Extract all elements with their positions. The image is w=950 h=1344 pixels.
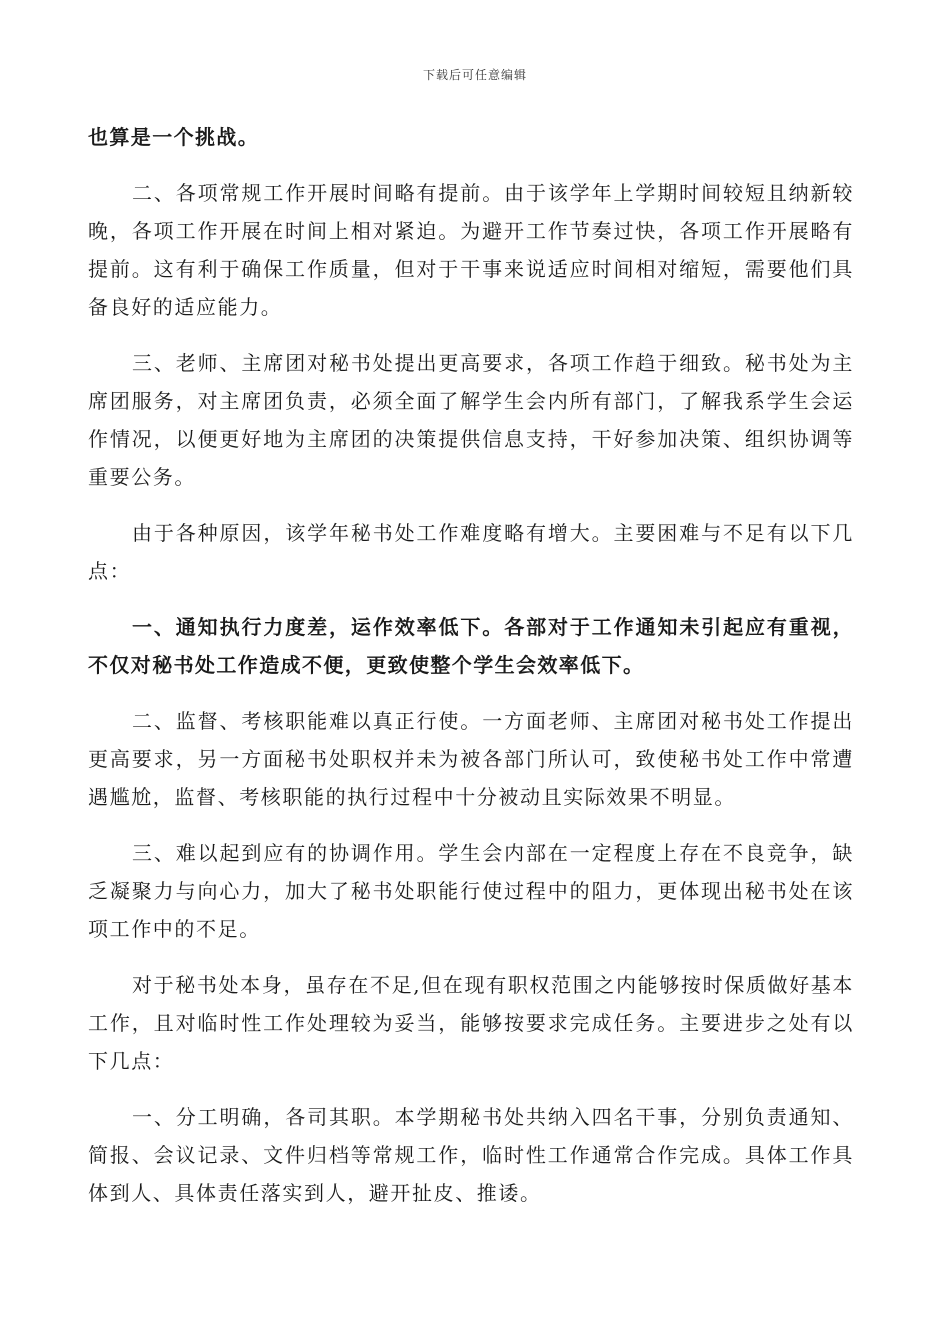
paragraph-progress-1: 一、分工明确，各司其职。本学期秘书处共纳入四名干事，分别负责通知、简报、会议记录、文件归档等常规工作，临时性工作通常合作完成。具体工作具体到人、具体责任落实到人，避开扯皮、推诿。: [88, 1105, 854, 1205]
paragraph-difficulty-3: 三、难以起到应有的协调作用。学生会内部在一定程度上存在不良竞争，缺乏凝聚力与向心力，加大了秘书处职能行使过程中的阻力，更体现出秘书处在该项工作中的不足。: [88, 841, 854, 941]
page-header-note: 下载后可任意编辑: [422, 68, 527, 82]
paragraph-difficulties-intro: 由于各种原因，该学年秘书处工作难度略有增大。主要困难与不足有以下几点：: [88, 521, 854, 583]
paragraph-challenge: 也算是一个挑战。: [88, 125, 260, 149]
paragraph-progress-intro: 对于秘书处本身，虽存在不足,但在现有职权范围之内能够按时保质做好基本工作，且对临时性工作处理较为妥当，能够按要求完成任务。主要进步之处有以下几点：: [88, 973, 854, 1073]
paragraph-difficulty-1: 一、通知执行力度差，运作效率低下。各部对于工作通知未引起应有重视，不仅对秘书处工作造成不便，更致使整个学生会效率低下。: [88, 615, 854, 677]
paragraph-routine-work: 二、各项常规工作开展时间略有提前。由于该学年上学期时间较短且纳新较晚，各项工作开展在时间上相对紧迫。为避开工作节奏过快，各项工作开展略有提前。这有利于确保工作质量，但对于干事来说适应时间相对缩短，需要他们具备良好的适应能力。: [88, 181, 854, 319]
paragraph-higher-requirements: 三、老师、主席团对秘书处提出更高要求，各项工作趋于细致。秘书处为主席团服务，对主席团负责，必须全面了解学生会内所有部门，了解我系学生会运作情况，以便更好地为主席团的决策提供信息支持，干好参加决策、组织协调等重要公务。: [88, 351, 854, 489]
paragraph-difficulty-2: 二、监督、考核职能难以真正行使。一方面老师、主席团对秘书处工作提出更高要求，另一方面秘书处职权并未为被各部门所认可，致使秘书处工作中常遭遇尴尬，监督、考核职能的执行过程中十分被动且实际效果不明显。: [88, 709, 854, 809]
document-body: [88, 118, 854, 1212]
